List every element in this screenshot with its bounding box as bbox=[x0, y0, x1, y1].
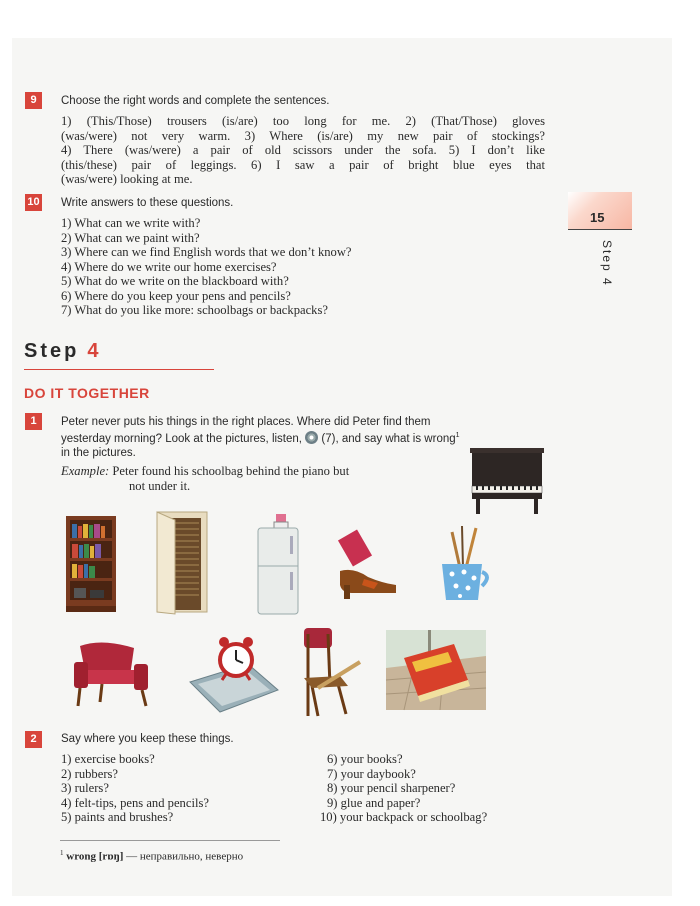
question-item: 4) Where do we write our home exercises? bbox=[61, 259, 277, 274]
footnote: $^1$ wrong [rɒŋ] — неправильно, неверно bbox=[60, 849, 244, 863]
example-text: Example: Peter found his schoolbag behind the piano but not under it. bbox=[61, 464, 350, 493]
audio-cd-icon bbox=[305, 431, 318, 444]
step-underline bbox=[24, 369, 214, 370]
list-item: 7) your daybook? bbox=[327, 766, 416, 781]
step-heading: Step 4 bbox=[24, 340, 102, 362]
exercise-9-text bbox=[61, 114, 545, 187]
question-item: 2) What can we paint with? bbox=[61, 230, 200, 245]
list-item: 4) felt-tips, pens and pencils? bbox=[61, 795, 209, 810]
exercise-9-badge: 9 bbox=[25, 92, 42, 109]
section-heading: DO IT TOGETHER bbox=[24, 385, 150, 401]
book-picture bbox=[384, 628, 488, 712]
exercise-1-instruction: Peter never puts his things in the right places. Where did Peter find them yesterday morning? Look at the pictures, listen, (7), and say what is wrong$^1$ in the pictures. bbox=[61, 416, 460, 459]
alarm-clock-picture bbox=[186, 630, 282, 716]
exercise-2-list-right bbox=[320, 752, 487, 825]
ex9-line: 1) (This/Those) trousers (is/are) too long for me. 2) (That/Those) gloves bbox=[61, 114, 545, 128]
question-item: 5) What do we write on the blackboard with? bbox=[61, 274, 289, 288]
list-item: 9) glue and paper? bbox=[327, 795, 421, 810]
question-item: 3) Where can we find English words that we don’t know? bbox=[61, 245, 352, 259]
ex9-line: (was/were) not very warm. 3) Where (is/are) my new pair of stockings? bbox=[61, 128, 545, 143]
page-number: 15 bbox=[590, 210, 605, 225]
ex9-line: (this/these) pair of leggings. 6) I saw a pair of bright blue eyes that bbox=[61, 157, 545, 172]
list-item: 8) your pencil sharpener? bbox=[327, 781, 456, 795]
fridge-picture bbox=[252, 512, 304, 616]
list-item: 1) exercise books? bbox=[61, 752, 155, 766]
chair-picture bbox=[298, 626, 366, 720]
list-item: 5) paints and brushes? bbox=[61, 810, 174, 824]
list-item: 2) rubbers? bbox=[61, 766, 118, 781]
exercise-2-list-left bbox=[61, 752, 209, 825]
list-item: 3) rulers? bbox=[61, 781, 109, 795]
bookcase-picture bbox=[64, 514, 118, 614]
exercise-1-badge: 1 bbox=[25, 413, 42, 430]
armchair-picture bbox=[72, 636, 154, 708]
question-item: 7) What do you like more: schoolbags or backpacks? bbox=[61, 303, 328, 317]
exercise-10-badge: 10 bbox=[25, 194, 42, 211]
side-step-label: Step 4 bbox=[600, 240, 614, 287]
ex9-line: 4) There (was/were) a pair of old scissors under the sofa. 5) I don’t like bbox=[61, 143, 545, 157]
question-item: 6) Where do you keep your pens and pencils? bbox=[61, 288, 291, 303]
footnote-divider bbox=[60, 840, 280, 841]
exercise-2-badge: 2 bbox=[25, 731, 42, 748]
ex9-line: (was/were) looking at me. bbox=[61, 172, 193, 186]
question-item: 1) What can we write with? bbox=[61, 216, 201, 230]
paint-cup-picture bbox=[432, 524, 492, 604]
exercise-9-instruction: Choose the right words and complete the sentences. bbox=[61, 95, 330, 107]
exercise-2-instruction: Say where you keep these things. bbox=[61, 733, 234, 745]
list-item: 10) your backpack or schoolbag? bbox=[320, 810, 488, 824]
shoe-picture bbox=[334, 527, 404, 603]
exercise-10-questions bbox=[61, 216, 352, 318]
exercise-10-instruction: Write answers to these questions. bbox=[61, 197, 234, 209]
list-item: 6) your books? bbox=[327, 752, 403, 766]
piano-picture bbox=[466, 446, 548, 516]
wardrobe-picture bbox=[153, 510, 211, 616]
page-tab-divider bbox=[568, 229, 632, 230]
